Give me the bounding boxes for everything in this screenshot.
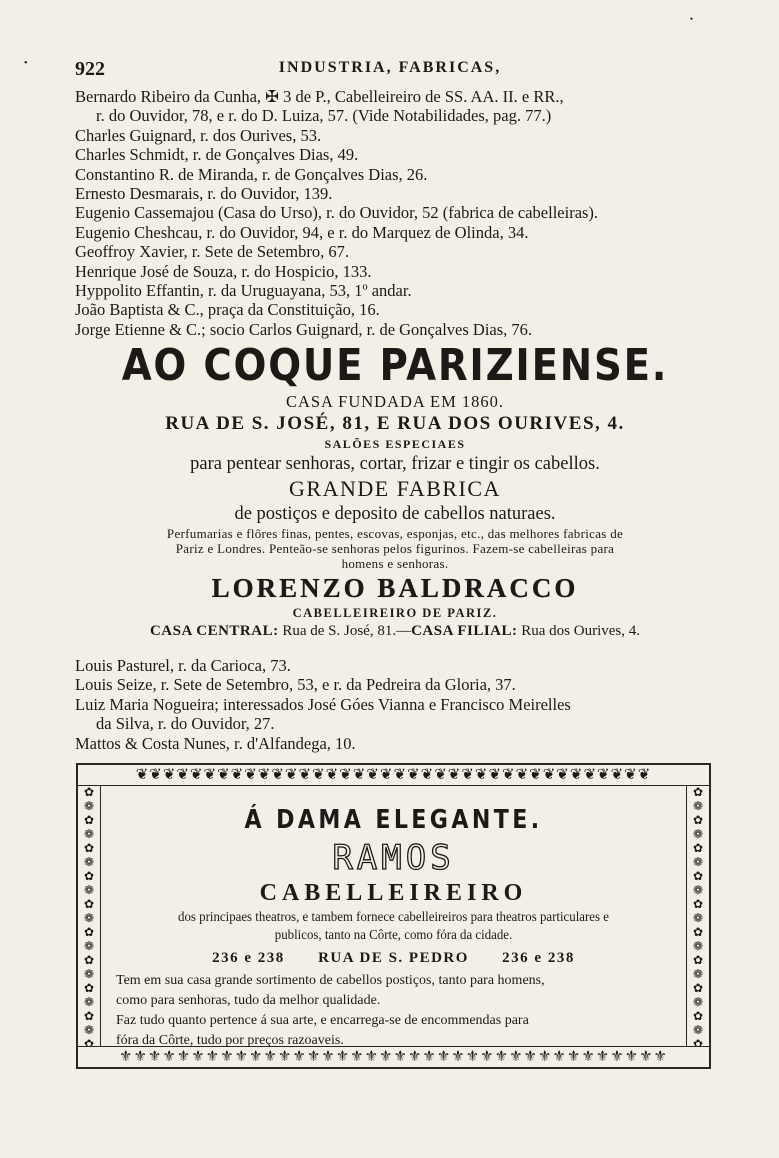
ad-branches — [75, 621, 715, 641]
ad-owner-name: LORENZO BALDRACCO — [211, 573, 579, 603]
listing-entry: Louis Seize, r. Sete de Setembro, 53, e r. da Pedreira da Gloria, 37. — [75, 675, 516, 695]
listing-entry: Geoffroy Xavier, r. Sete de Setembro, 67. — [75, 242, 349, 262]
ad-content — [102, 789, 685, 1048]
ad-products-line: homens e senhoras. — [341, 556, 449, 571]
listing-entry: Henrique José de Souza, r. do Hospicio, 133. — [75, 261, 372, 281]
ad-deposit: de postiços e deposito de cabellos naturaes. — [234, 504, 556, 524]
listing-entry: Constantino R. de Miranda, r. de Gonçalves Dias, 26. — [75, 164, 428, 184]
margin-mark: • — [689, 14, 693, 24]
ad-description: dos principaes theatros, e tambem fornece cabelleireiros para theatros particulares e — [178, 910, 609, 925]
directory-listing-bottom — [75, 656, 715, 753]
central-label: CASA CENTRAL: — [149, 623, 279, 639]
listing-entry: Hyppolito Effantin, r. da Uruguayana, 53, 1º andar. — [75, 281, 412, 301]
ad-body-line: Faz tudo quanto pertence á sua arte, e encarrega-se de encommendas para — [116, 1013, 529, 1028]
ad-body-line: Tem em sua casa grande sortimento de cabellos postiços, tanto para homens, — [116, 973, 545, 988]
listing-entry-continuation: r. do Ouvidor, 78, e r. do D. Luiza, 57. (Vide Notabilidades, pag. 77.) — [96, 106, 552, 126]
ornamental-border-top: ❦❦❦❦❦❦❦❦❦❦❦❦❦❦❦❦❦❦❦❦❦❦❦❦❦❦❦❦❦❦❦❦❦❦❦❦❦❦ — [78, 765, 709, 786]
listing-entry: Charles Guignard, r. dos Ourives, 53. — [75, 125, 322, 145]
listing-entry-continuation: da Silva, r. do Ouvidor, 27. — [96, 714, 275, 734]
ad-products-line: Pariz e Londres. Penteão-se senhoras pelos figurinos. Fazem-se cabelleiras para — [175, 541, 615, 556]
listing-entry: Ernesto Desmarais, r. do Ouvidor, 139. — [75, 184, 333, 204]
ad-business-name: RAMOS — [332, 838, 455, 878]
filial-label: CASA FILIAL: — [411, 623, 518, 639]
listing-entry: Louis Pasturel, r. da Carioca, 73. — [75, 656, 291, 675]
filial-address: Rua dos Ourives, 4. — [521, 623, 641, 639]
ad-services: para pentear senhoras, cortar, frizar e tingir os cabellos. — [190, 454, 600, 474]
directory-listing-top — [75, 87, 715, 339]
listing-entry: Bernardo Ribeiro da Cunha, ✠ 3 de P., Cabelleireiro de SS. AA. II. e RR., — [75, 87, 564, 106]
margin-dot: • — [24, 58, 28, 69]
ad-address — [102, 947, 685, 969]
ad-salons: SALÕES ESPECIAES — [324, 437, 466, 451]
street-number-right: 236 e 238 — [502, 950, 575, 966]
ornamental-border-left: ✿ ❁ ✿ ❁ ✿ ❁ ✿ ❁ ✿ ❁ ✿ ❁ ✿ ❁ ✿ ❁ ✿ ❁ ✿ — [78, 785, 101, 1047]
listing-entry: Jorge Etienne & C.; socio Carlos Guignard, r. de Gonçalves Dias, 76. — [75, 319, 533, 339]
street-name: RUA DE S. PEDRO — [318, 950, 469, 966]
street-number-left: 236 e 238 — [212, 950, 285, 966]
ad-products-line: Perfumarias e flôres finas, pentes, escovas, esponjas, etc., das melhores fabricas de — [166, 526, 624, 541]
ad-owner-title: CABELLEIREIRO DE PARIZ. — [292, 606, 498, 620]
advertisement-coque-parisiense — [75, 340, 715, 641]
ornamental-border-right: ✿ ❁ ✿ ❁ ✿ ❁ ✿ ❁ ✿ ❁ ✿ ❁ ✿ ❁ ✿ ❁ ✿ ❁ ✿ — [686, 785, 709, 1047]
page-header — [75, 58, 705, 86]
ad-description: publicos, tanto na Côrte, como fóra da cidade. — [274, 928, 513, 943]
page-number: 922 — [75, 58, 105, 80]
listing-entry: Luiz Maria Nogueira; interessados José Góes Vianna e Francisco Meirelles — [75, 694, 571, 714]
listing-entry: Charles Schmidt, r. de Gonçalves Dias, 49. — [75, 145, 359, 165]
ad-address: RUA DE S. JOSÉ, 81, E RUA DOS OURIVES, 4. — [165, 413, 625, 434]
ad-trade: CABELLEIREIRO — [259, 880, 528, 906]
ad-body-line: como para senhoras, tudo da melhor qualidade. — [116, 993, 381, 1008]
listing-entry: Mattos & Costa Nunes, r. d'Alfandega, 10. — [75, 733, 356, 753]
listing-entry: João Baptista & C., praça da Constituição, 16. — [75, 300, 380, 320]
advertisement-dama-elegante — [76, 763, 711, 1069]
listing-entry: Eugenio Cassemajou (Casa do Urso), r. do Ouvidor, 52 (fabrica de cabelleiras). — [75, 203, 599, 223]
ad-body-line: fóra da Côrte, tudo por preços razoaveis. — [116, 1033, 344, 1048]
ad-business-name: AO COQUE PARIZIENSE. — [121, 340, 669, 391]
ad-title: Á DAMA ELEGANTE. — [244, 805, 543, 835]
running-title: INDUSTRIA, FABRICAS, — [278, 59, 502, 76]
ad-founded: CASA FUNDADA EM 1860. — [285, 392, 505, 411]
ornamental-border-bottom: ⚜⚜⚜⚜⚜⚜⚜⚜⚜⚜⚜⚜⚜⚜⚜⚜⚜⚜⚜⚜⚜⚜⚜⚜⚜⚜⚜⚜⚜⚜⚜⚜⚜⚜⚜⚜⚜⚜ — [78, 1046, 709, 1067]
listing-entry: Eugenio Cheshcau, r. do Ouvidor, 94, e r. do Marquez de Olinda, 34. — [75, 222, 529, 242]
central-address: Rua de S. José, 81.— — [282, 623, 412, 639]
ad-fabrica: GRANDE FABRICA — [289, 476, 501, 501]
